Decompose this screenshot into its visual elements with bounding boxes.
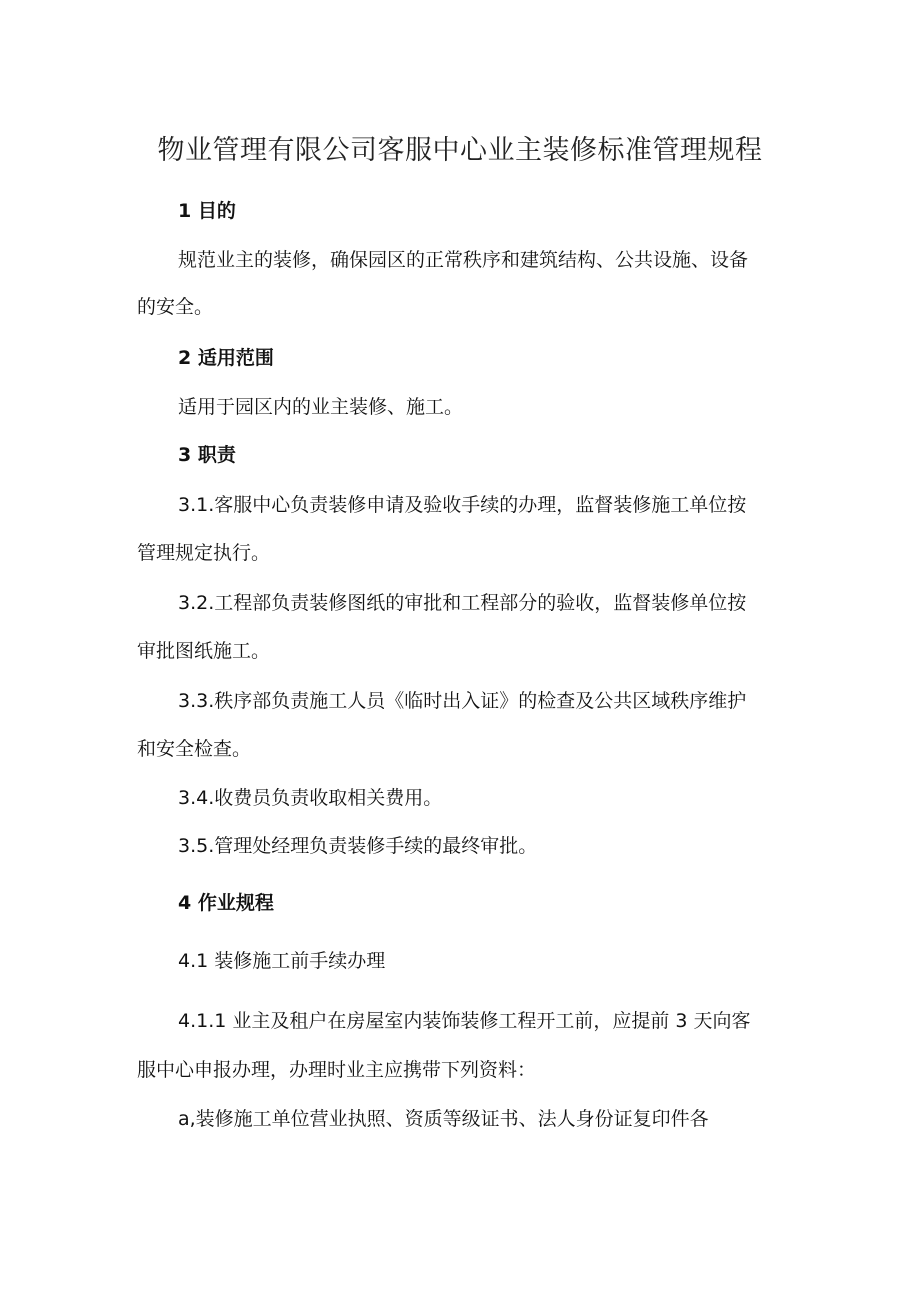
paragraph-line: 3.2.工程部负责装修图纸的审批和工程部分的验收，监督装修单位按 xyxy=(178,592,747,614)
paragraph-line: 3.5.管理处经理负责装修手续的最终审批。 xyxy=(178,835,538,857)
paragraph-line: 的安全。 xyxy=(137,296,214,318)
paragraph-line: 管理规定执行。 xyxy=(137,542,271,564)
section-heading-purpose: 1 目的 xyxy=(178,200,236,222)
section-heading-duties: 3 职责 xyxy=(178,444,236,466)
document-title: 物业管理有限公司客服中心业主装修标准管理规程 xyxy=(157,135,763,166)
paragraph-line: 审批图纸施工。 xyxy=(137,640,271,662)
subsection-heading: 4.1 装修施工前手续办理 xyxy=(178,950,386,972)
section-heading-scope: 2 适用范围 xyxy=(178,347,274,369)
paragraph-line: 3.4.收费员负责收取相关费用。 xyxy=(178,787,443,809)
paragraph-line: 3.3.秩序部负责施工人员《临时出入证》的检查及公共区域秩序维护 xyxy=(178,690,747,712)
paragraph-line: 和安全检查。 xyxy=(137,738,252,760)
section-heading-procedures: 4 作业规程 xyxy=(178,892,274,914)
paragraph-line: a,装修施工单位营业执照、资质等级证书、法人身份证复印件各 xyxy=(178,1108,709,1130)
paragraph-line: 3.1.客服中心负责装修申请及验收手续的办理，监督装修施工单位按 xyxy=(178,494,747,516)
paragraph-line: 服中心申报办理，办理时业主应携带下列资料： xyxy=(137,1059,537,1081)
paragraph-line: 适用于园区内的业主装修、施工。 xyxy=(178,396,464,418)
paragraph-line: 4.1.1 业主及租户在房屋室内装饰装修工程开工前，应提前 3 天向客 xyxy=(178,1010,751,1032)
paragraph-line: 规范业主的装修，确保园区的正常秩序和建筑结构、公共设施、设备 xyxy=(178,249,749,271)
